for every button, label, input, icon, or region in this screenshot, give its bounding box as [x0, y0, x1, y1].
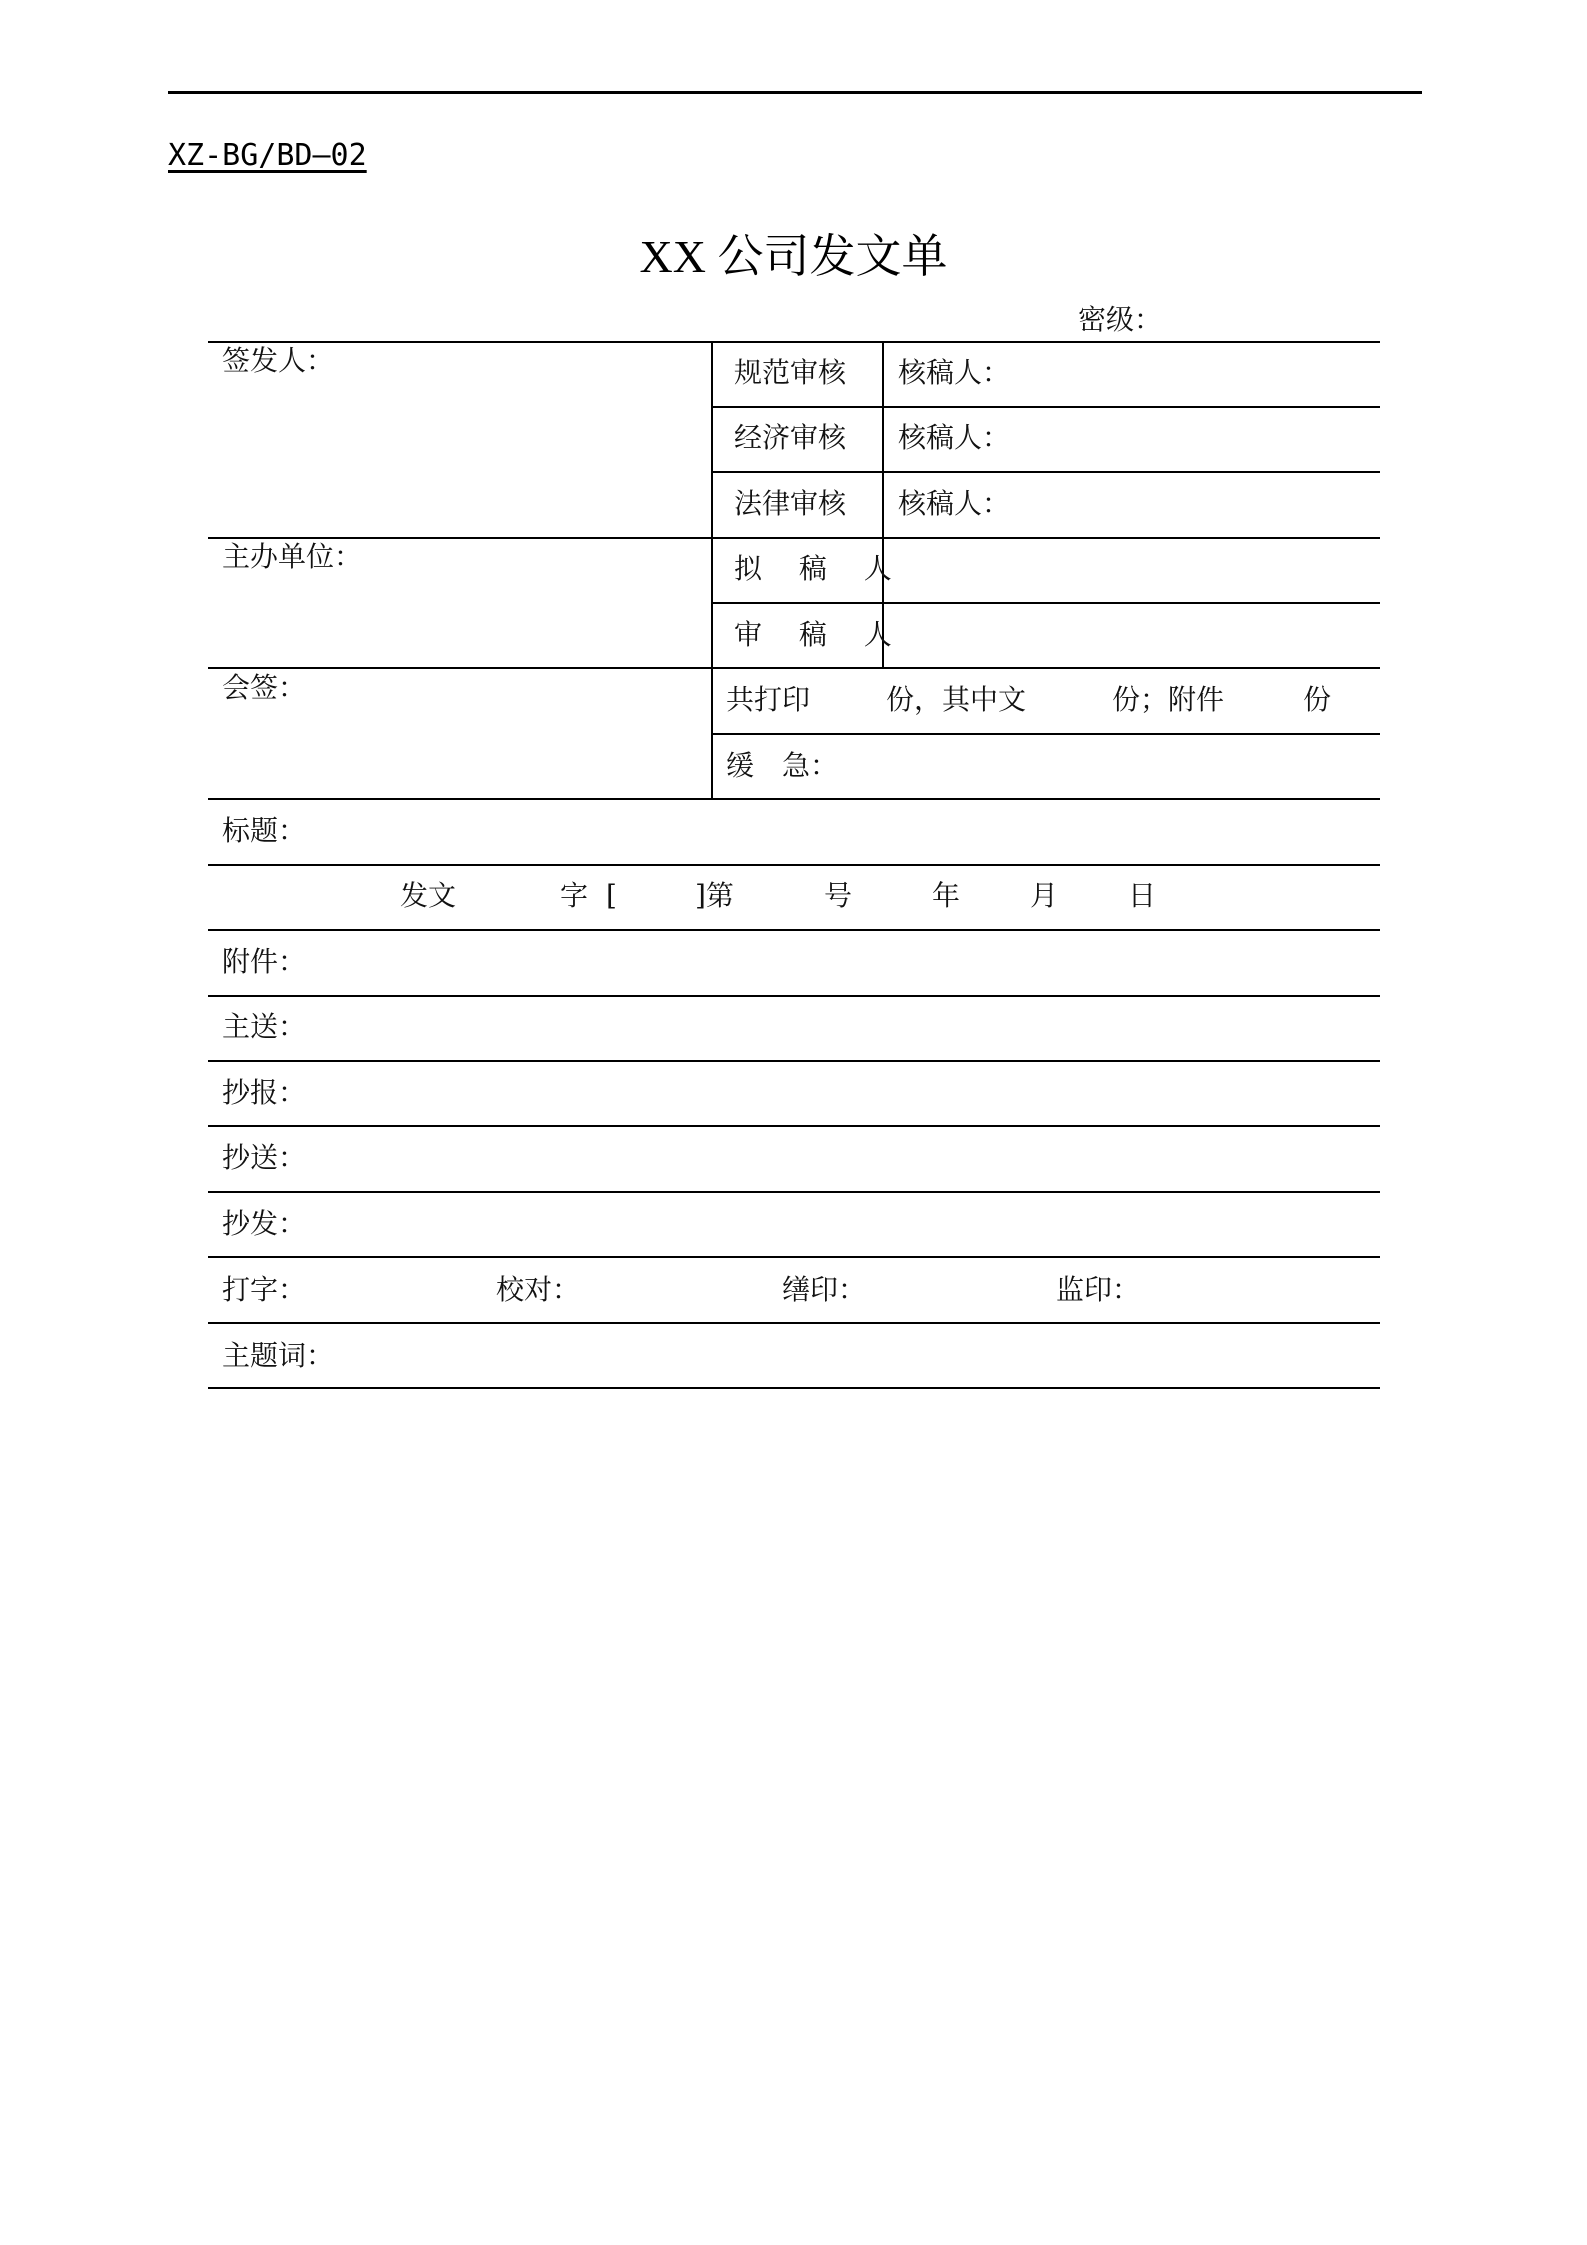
checker-field[interactable]: 核稿人：: [898, 487, 1011, 520]
header-rule: [168, 91, 1422, 94]
subject-label: 标题：: [222, 814, 307, 847]
host-unit-label: 主办单位：: [222, 540, 363, 573]
reviewer-label: 审 稿 人: [734, 618, 906, 651]
row-line: [208, 995, 1380, 997]
print-supervisor-label: 监印：: [1056, 1273, 1141, 1306]
row-line: [208, 537, 1380, 539]
checker-field[interactable]: 核稿人：: [898, 356, 1011, 389]
doc-number-bracket-open: [: [606, 879, 617, 912]
signer-label: 签发人：: [222, 344, 335, 377]
row-line: [712, 471, 1380, 473]
doc-number-issue: 发文: [400, 879, 457, 912]
row-line: [208, 1387, 1380, 1389]
row-line: [208, 667, 1380, 669]
proofreader-label: 校对：: [496, 1273, 581, 1306]
page-title: XX 公司发文单: [639, 231, 948, 282]
print-count-unit2: 份；附件: [1112, 683, 1225, 716]
row-line: [712, 406, 1380, 408]
row-line: [208, 1191, 1380, 1193]
row-line: [712, 733, 1380, 735]
doc-number-number: 号: [824, 879, 853, 912]
row-line: [208, 1125, 1380, 1127]
row-line: [208, 341, 1380, 343]
column-divider: [711, 341, 713, 799]
print-count-prefix: 共打印: [726, 683, 811, 716]
issue-copy-label: 抄发：: [222, 1207, 307, 1240]
doc-number-char: 字: [560, 879, 589, 912]
report-copy-label: 抄报：: [222, 1076, 307, 1109]
checker-field[interactable]: 核稿人：: [898, 421, 1011, 454]
doc-number-day: 日: [1128, 879, 1157, 912]
document-code: XZ-BG/BD—02: [168, 138, 367, 173]
row-line: [208, 798, 1380, 800]
review-type: 经济审核: [734, 421, 847, 454]
urgency-label: 缓 急：: [726, 749, 839, 782]
main-recipient-label: 主送：: [222, 1010, 307, 1043]
review-type: 法律审核: [734, 487, 847, 520]
keywords-label: 主题词：: [222, 1339, 335, 1372]
row-line: [208, 864, 1380, 866]
row-line: [208, 1256, 1380, 1258]
print-count-unit1: 份，其中文: [886, 683, 1027, 716]
typist-label: 打字：: [222, 1273, 307, 1306]
secret-level-label: 密级：: [1078, 303, 1163, 336]
review-type: 规范审核: [734, 356, 847, 389]
drafter-label: 拟 稿 人: [734, 552, 906, 585]
doc-number-year: 年: [932, 879, 961, 912]
send-copy-label: 抄送：: [222, 1141, 307, 1174]
countersign-label: 会签：: [222, 671, 307, 704]
row-line: [208, 1322, 1380, 1324]
printer-label: 缮印：: [782, 1273, 867, 1306]
attachment-label: 附件：: [222, 945, 307, 978]
row-line: [208, 1060, 1380, 1062]
doc-number-month: 月: [1030, 879, 1059, 912]
row-line: [712, 602, 1380, 604]
row-line: [208, 929, 1380, 931]
doc-number-bracket-close: ]第: [695, 879, 734, 912]
print-count-unit3: 份: [1303, 683, 1332, 716]
